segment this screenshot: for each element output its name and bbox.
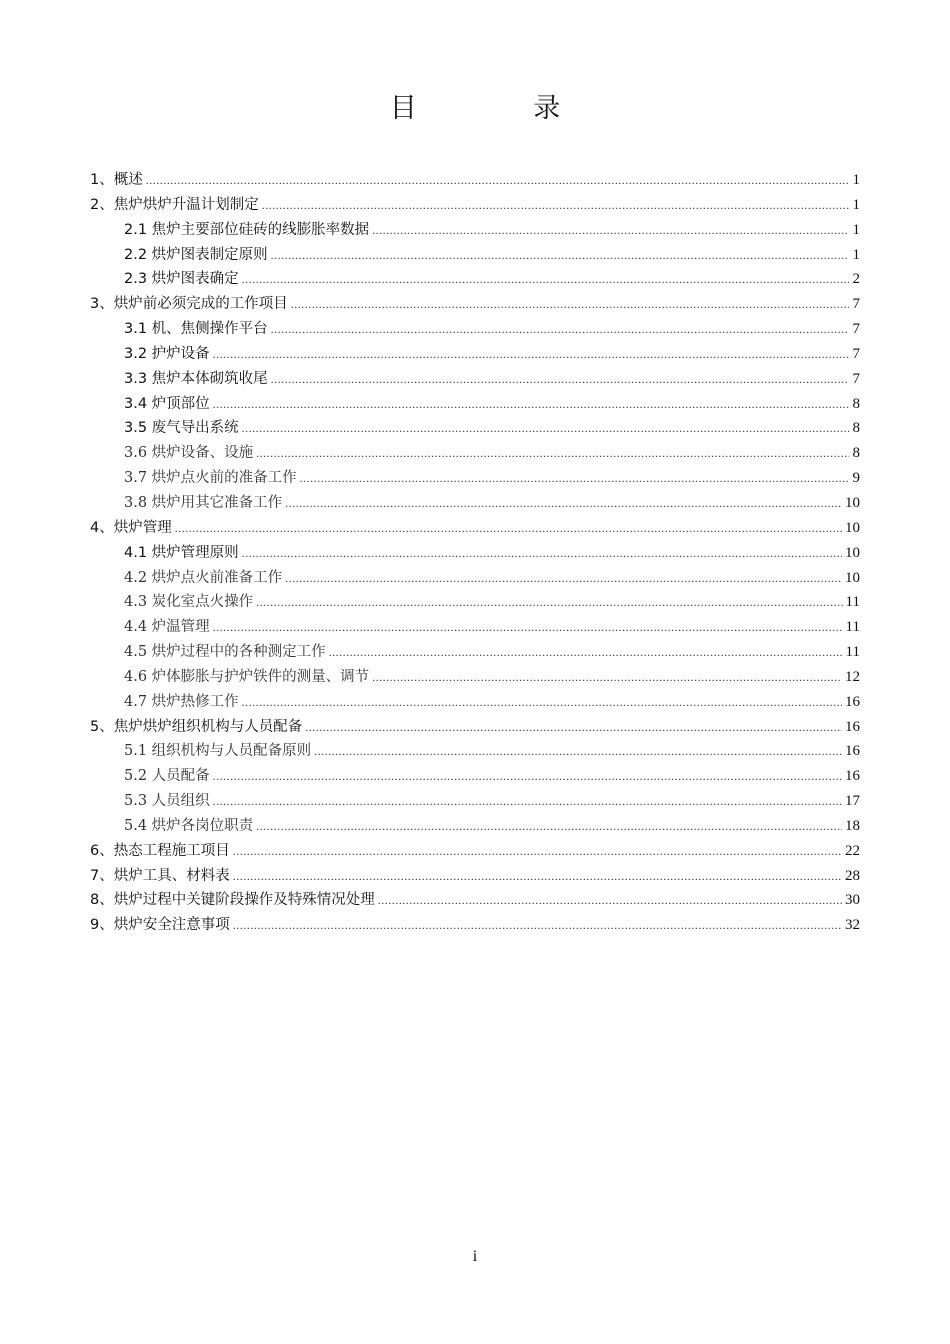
toc-entry[interactable] [90,888,860,913]
toc-entry[interactable] [90,541,860,566]
toc-entry-page: 11 [845,619,860,636]
toc-entry[interactable] [90,665,860,690]
toc-entry[interactable] [90,590,860,615]
toc-entry-label: 4.3 炭化室点火操作 [124,594,254,611]
toc-entry-label: 5、焦炉烘炉组织机构与人员配备 [90,718,303,735]
toc-entry-label: 2.2 烘炉图表制定原则 [124,246,268,263]
toc-entry-page: 8 [852,420,860,437]
toc-entry[interactable] [90,267,860,292]
toc-dot-leader [242,272,849,287]
toc-dot-leader [213,620,843,635]
toc-dot-leader [372,670,842,685]
toc-dot-leader [146,173,849,188]
toc-dot-leader [291,297,849,312]
toc-entry[interactable] [90,516,860,541]
toc-dot-leader [256,446,849,461]
toc-entry[interactable] [90,864,860,889]
toc-entry-page: 17 [845,793,860,810]
toc-dot-leader [213,769,842,784]
toc-entry-label: 1、概述 [90,172,143,188]
toc-entry-label: 5.4 烘炉各岗位职责 [124,817,254,834]
toc-entry[interactable] [90,814,860,839]
toc-dot-leader [175,521,842,536]
toc-entry[interactable] [90,640,860,665]
toc-entry[interactable] [90,193,860,218]
toc-entry[interactable] [90,168,860,193]
toc-entry-page: 18 [845,817,860,834]
toc-entry[interactable] [90,292,860,317]
toc-entry-label: 5.1 组织机构与人员配备原则 [124,743,312,760]
toc-entry-page: 22 [845,842,860,859]
toc-entry-page: 10 [845,519,860,536]
toc-dot-leader [262,198,849,213]
toc-entry-page: 9 [852,470,860,487]
toc-entry-page: 8 [852,445,860,462]
table-of-contents [90,168,860,938]
toc-entry-label: 6、热态工程施工项目 [90,842,230,859]
toc-entry-label: 4.4 炉温管理 [124,619,210,636]
toc-entry-label: 3.5 废气导出系统 [124,420,239,437]
toc-dot-leader [300,471,849,486]
toc-entry[interactable] [90,715,860,740]
toc-entry-page: 16 [845,768,860,785]
toc-entry-label: 8、烘炉过程中关键阶段操作及特殊情况处理 [90,892,375,909]
toc-entry[interactable] [90,913,860,938]
toc-entry[interactable] [90,466,860,491]
toc-dot-leader [271,248,849,263]
toc-dot-leader [256,595,842,610]
toc-entry-label: 4.5 烘炉过程中的各种测定工作 [124,644,326,661]
toc-entry[interactable] [90,416,860,441]
toc-dot-leader [213,347,849,362]
page-title: 目 录 [389,93,615,124]
toc-entry-label: 2.1 焦炉主要部位硅砖的线膨胀率数据 [124,221,370,238]
toc-dot-leader [271,322,849,337]
toc-entry[interactable] [90,690,860,715]
toc-entry-label: 4.7 烘炉热修工作 [124,693,239,710]
toc-entry-page: 7 [852,370,860,387]
toc-entry[interactable] [90,566,860,591]
toc-entry-page: 1 [852,221,860,238]
toc-entry[interactable] [90,441,860,466]
toc-entry-label: 3.8 烘炉用其它准备工作 [124,494,283,511]
toc-entry-label: 3、烘炉前必须完成的工作项目 [90,296,288,313]
toc-dot-leader [329,645,843,660]
toc-entry-page: 8 [852,395,860,412]
toc-dot-leader [233,844,842,859]
toc-entry[interactable] [90,342,860,367]
toc-dot-leader [213,397,849,412]
toc-entry-page: 16 [845,693,860,710]
toc-entry-page: 7 [852,321,860,338]
toc-entry-page: 10 [845,494,860,511]
toc-entry-label: 4、烘炉管理 [90,519,172,536]
toc-entry-label: 2、焦炉烘炉升温计划制定 [90,196,259,213]
toc-entry-page: 16 [845,718,860,735]
toc-dot-leader [305,720,842,735]
toc-entry-page: 10 [845,544,860,561]
toc-entry-page: 16 [845,743,860,760]
toc-entry-label: 5.3 人员组织 [124,793,210,810]
toc-entry-label: 2.3 烘炉图表确定 [124,271,239,288]
toc-dot-leader [242,546,842,561]
toc-entry-label: 3.6 烘炉设备、设施 [124,445,254,462]
toc-entry-label: 7、烘炉工具、材料表 [90,867,230,884]
toc-entry-page: 1 [852,246,860,263]
toc-dot-leader [314,744,842,759]
toc-dot-leader [213,794,842,809]
toc-entry[interactable] [90,392,860,417]
toc-dot-leader [256,819,842,834]
toc-entry[interactable] [90,615,860,640]
toc-entry[interactable] [90,317,860,342]
toc-entry-page: 32 [845,917,860,934]
toc-dot-leader [285,496,842,511]
toc-entry-label: 4.6 炉体膨胀与护炉铁件的测量、调节 [124,668,370,685]
toc-entry[interactable] [90,739,860,764]
toc-entry-page: 7 [852,296,860,313]
toc-entry-label: 9、烘炉安全注意事项 [90,917,230,934]
toc-dot-leader [271,372,849,387]
toc-entry-label: 3.1 机、焦侧操作平台 [124,321,268,338]
toc-entry-page: 11 [845,594,860,611]
toc-entry-label: 3.7 烘炉点火前的准备工作 [124,470,297,487]
toc-entry-label: 3.2 护炉设备 [124,345,210,362]
toc-entry-label: 4.2 烘炉点火前准备工作 [124,569,283,586]
toc-entry[interactable] [90,367,860,392]
toc-dot-leader [285,571,842,586]
toc-entry-page: 10 [845,569,860,586]
toc-entry[interactable] [90,789,860,814]
toc-entry[interactable] [90,218,860,243]
toc-entry[interactable] [90,491,860,516]
toc-entry-label: 3.3 焦炉本体砌筑收尾 [124,370,268,387]
toc-entry-page: 1 [852,196,860,213]
toc-entry-page: 30 [845,892,860,909]
toc-entry-label: 5.2 人员配备 [124,768,210,785]
toc-entry-page: 2 [852,271,860,288]
page-number-footer: i [472,1248,478,1265]
toc-dot-leader [242,695,842,710]
toc-entry-page: 1 [852,172,860,188]
toc-dot-leader [242,421,849,436]
toc-entry-label: 4.1 烘炉管理原则 [124,544,239,561]
toc-entry[interactable] [90,839,860,864]
toc-dot-leader [378,893,842,908]
toc-dot-leader [233,869,842,884]
toc-entry-label: 3.4 炉顶部位 [124,395,210,412]
toc-entry-page: 11 [845,644,860,661]
toc-entry-page: 7 [852,345,860,362]
toc-dot-leader [372,223,849,238]
toc-entry-page: 28 [845,867,860,884]
toc-entry-page: 12 [845,668,860,685]
toc-dot-leader [233,918,842,933]
toc-entry[interactable] [90,243,860,268]
toc-entry[interactable] [90,764,860,789]
